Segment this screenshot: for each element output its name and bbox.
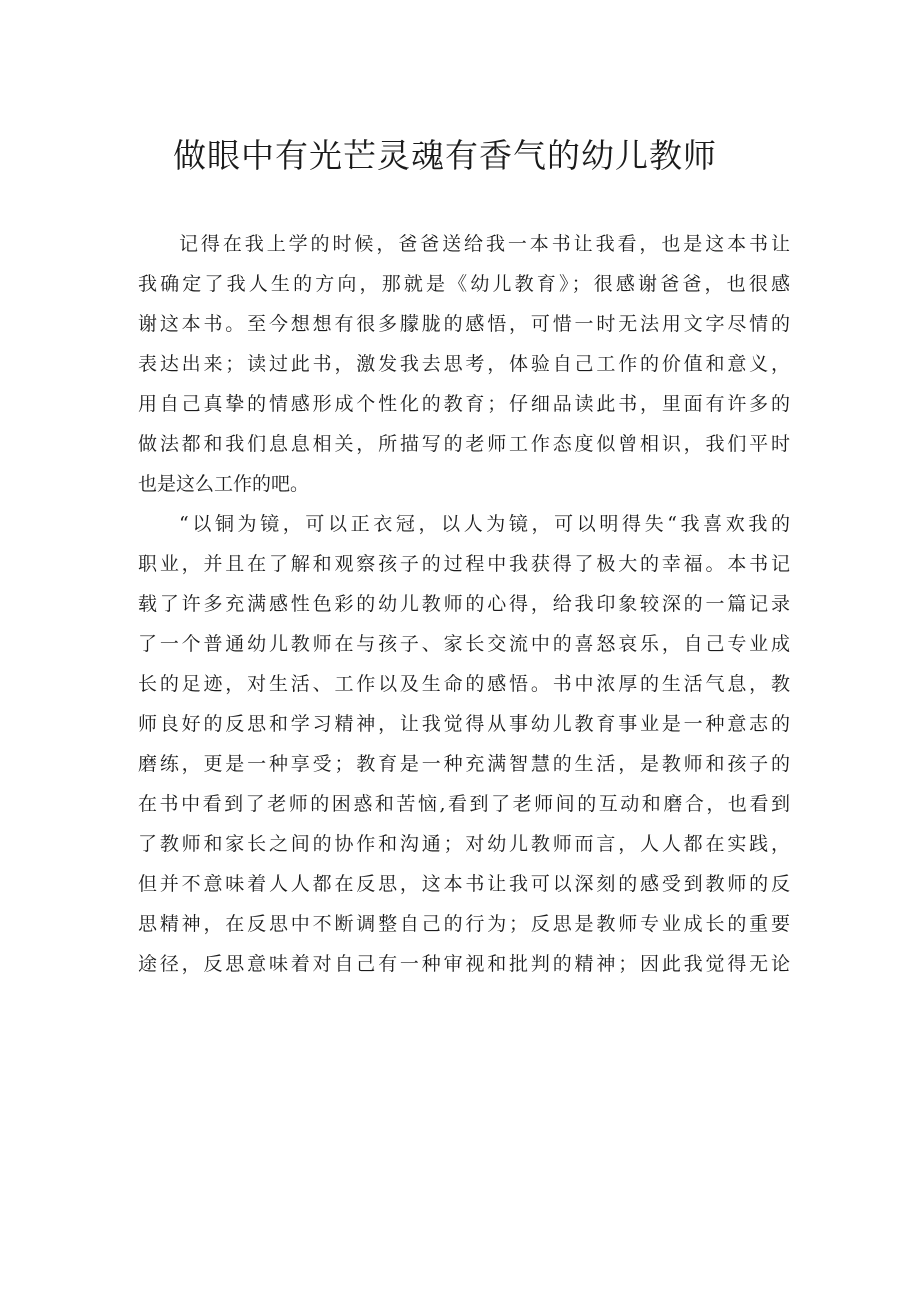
- paragraph-line: 长的足迹，对生活、工作以及生命的感悟。书中浓厚的生活气息，教: [138, 673, 790, 695]
- paragraph-line: 磨练，更是一种享受；教育是一种充满智慧的生活，是教师和孩子的: [138, 753, 790, 775]
- paragraph-line: 师良好的反思和学习精神，让我觉得从事幼儿教育事业是一种意志的: [138, 713, 790, 735]
- paragraph-line: 表达出来；读过此书，激发我去思考，体验自己工作的价值和意义，: [138, 353, 790, 375]
- paragraph-line: 我确定了我人生的方向，那就是《幼儿教育》；很感谢爸爸，也很感: [138, 273, 790, 295]
- paragraph-line: 途径，反思意味着对自己有一种审视和批判的精神；因此我觉得无论: [138, 953, 790, 975]
- paragraph-line: 思精神，在反思中不断调整自己的行为；反思是教师专业成长的重要: [138, 913, 790, 935]
- paragraph-line: 做法都和我们息息相关，所描写的老师工作态度似曾相识，我们平时: [138, 433, 790, 455]
- paragraph-line: 职业，并且在了解和观察孩子的过程中我获得了极大的幸福。本书记: [138, 553, 790, 575]
- paragraph-line: 载了许多充满感性色彩的幼儿教师的心得，给我印象较深的一篇记录: [138, 593, 790, 615]
- paragraph-line: 用自己真挚的情感形成个性化的教育；仔细品读此书，里面有许多的: [138, 393, 790, 415]
- paragraph-line: 记得在我上学的时候，爸爸送给我一本书让我看，也是这本书让: [179, 233, 790, 255]
- paragraph-line: 了教师和家长之间的协作和沟通；对幼儿教师而言，人人都在实践，: [138, 833, 790, 855]
- document-body: [138, 224, 790, 984]
- paragraph-line: 在书中看到了老师的困惑和苦恼,看到了老师间的互动和磨合，也看到: [138, 793, 790, 815]
- paragraph-line: 但并不意味着人人都在反思，这本书让我可以深刻的感受到教师的反: [138, 873, 790, 895]
- paragraph-line: 谢这本书。至今想想有很多朦胧的感悟，可惜一时无法用文字尽情的: [138, 313, 790, 335]
- paragraph-line: “以铜为镜，可以正衣冠，以人为镜，可以明得失“我喜欢我的: [179, 513, 790, 535]
- paragraph-line: 了一个普通幼儿教师在与孩子、家长交流中的喜怒哀乐，自己专业成: [138, 633, 790, 655]
- paragraph-2: [138, 504, 790, 984]
- document-title: 做眼中有光芒灵魂有香气的幼儿教师: [173, 136, 717, 175]
- paragraph-1: [138, 224, 790, 504]
- paragraph-line: 也是这么工作的吧。: [138, 473, 310, 495]
